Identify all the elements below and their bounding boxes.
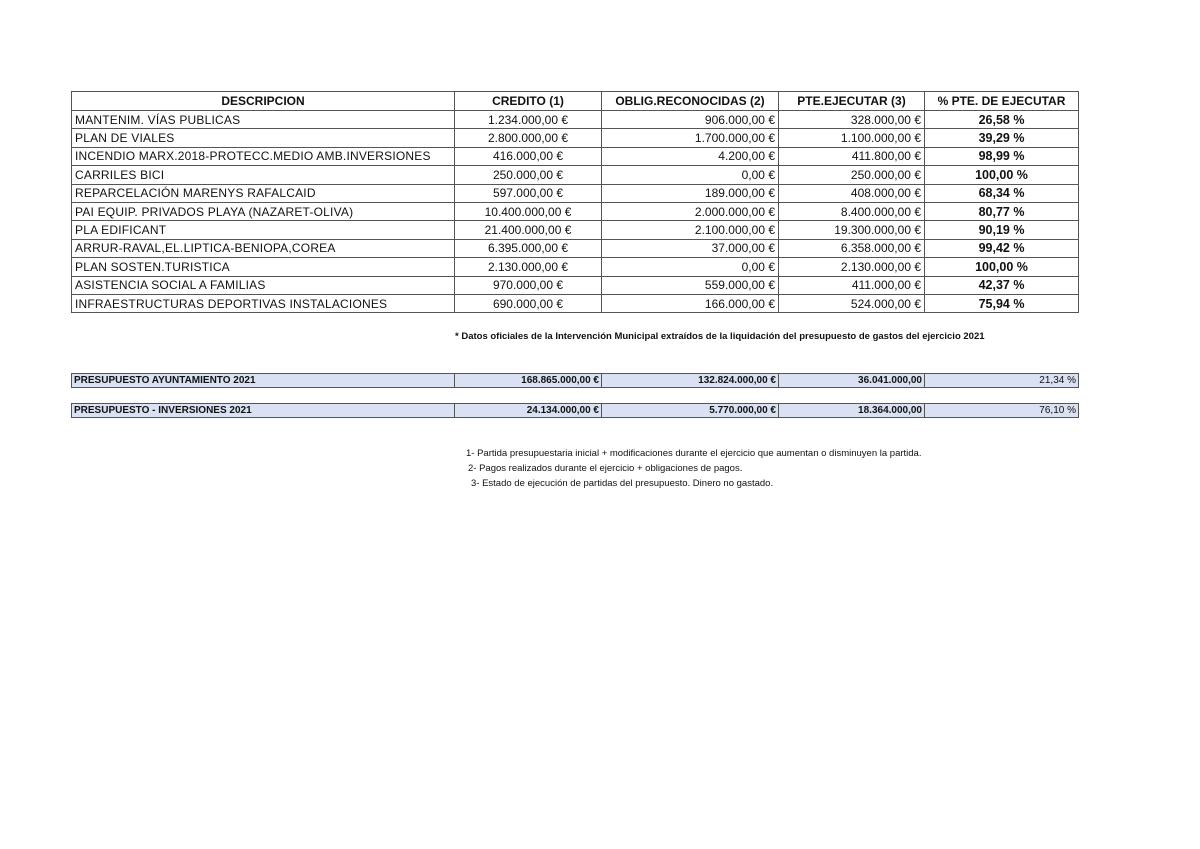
summary-pct: 21,34 %	[925, 374, 1079, 388]
table-header-row	[72, 92, 1079, 111]
budget-table	[71, 91, 1079, 313]
table-row	[72, 202, 1079, 220]
cell-pte-ejecutar: 250.000,00 €	[779, 166, 925, 184]
cell-obligaciones: 0,00 €	[602, 166, 779, 184]
table-row	[72, 111, 1079, 129]
cell-credito: 597.000,00 €	[455, 184, 602, 202]
cell-descripcion: REPARCELACIÓN MARENYS RAFALCAID	[72, 184, 455, 202]
cell-pct-pte: 100,00 %	[925, 166, 1079, 184]
cell-pte-ejecutar: 1.100.000,00 €	[779, 129, 925, 147]
table-row	[72, 166, 1079, 184]
cell-pte-ejecutar: 19.300.000,00 €	[779, 221, 925, 239]
cell-pte-ejecutar: 8.400.000,00 €	[779, 202, 925, 220]
cell-obligaciones: 559.000,00 €	[602, 276, 779, 294]
cell-descripcion: MANTENIM. VÍAS PUBLICAS	[72, 111, 455, 129]
cell-descripcion: PLAN DE VIALES	[72, 129, 455, 147]
cell-pte-ejecutar: 411.800,00 €	[779, 147, 925, 165]
cell-descripcion: CARRILES BICI	[72, 166, 455, 184]
table-row	[72, 184, 1079, 202]
table-row	[72, 258, 1079, 276]
cell-pte-ejecutar: 411.000,00 €	[779, 276, 925, 294]
cell-credito: 21.400.000,00 €	[455, 221, 602, 239]
cell-obligaciones: 37.000,00 €	[602, 239, 779, 257]
cell-pct-pte: 99,42 %	[925, 239, 1079, 257]
cell-descripcion: ASISTENCIA SOCIAL A FAMILIAS	[72, 276, 455, 294]
summary-pte-ejecutar: 18.364.000,00	[779, 404, 925, 418]
cell-obligaciones: 1.700.000,00 €	[602, 129, 779, 147]
cell-pct-pte: 100,00 %	[925, 258, 1079, 276]
cell-pct-pte: 75,94 %	[925, 294, 1079, 312]
cell-pte-ejecutar: 328.000,00 €	[779, 111, 925, 129]
cell-descripcion: ARRUR-RAVAL,EL.LIPTICA-BENIOPA,COREA	[72, 239, 455, 257]
footnote-3: 3- Estado de ejecución de partidas del presupuesto. Dinero no gastado.	[471, 478, 774, 489]
cell-credito: 1.234.000,00 €	[455, 111, 602, 129]
header-credito: CREDITO (1)	[455, 92, 602, 111]
summary-credito: 168.865.000,00 €	[455, 374, 602, 388]
summary-label: PRESUPUESTO - INVERSIONES 2021	[72, 404, 455, 418]
cell-obligaciones: 4.200,00 €	[602, 147, 779, 165]
cell-descripcion: PAI EQUIP. PRIVADOS PLAYA (NAZARET-OLIVA)	[72, 202, 455, 220]
cell-credito: 2.130.000,00 €	[455, 258, 602, 276]
table-row	[72, 221, 1079, 239]
summary-label: PRESUPUESTO AYUNTAMIENTO 2021	[72, 374, 455, 388]
cell-pct-pte: 68,34 %	[925, 184, 1079, 202]
footnote-1: 1- Partida presupuestaria inicial + modificaciones durante el ejercicio que aumentan o disminuyen la partida.	[466, 448, 922, 459]
header-obligaciones: OBLIG.RECONOCIDAS (2)	[602, 92, 779, 111]
summary-table-inversiones	[71, 403, 1079, 418]
table-row	[72, 129, 1079, 147]
summary-obligaciones: 132.824.000,00 €	[602, 374, 779, 388]
cell-descripcion: PLA EDIFICANT	[72, 221, 455, 239]
summary-table-ayuntamiento	[71, 373, 1079, 388]
cell-credito: 2.800.000,00 €	[455, 129, 602, 147]
summary-row	[72, 374, 1079, 388]
summary-obligaciones: 5.770.000,00 €	[602, 404, 779, 418]
summary-pct: 76,10 %	[925, 404, 1079, 418]
cell-credito: 10.400.000,00 €	[455, 202, 602, 220]
cell-pte-ejecutar: 408.000,00 €	[779, 184, 925, 202]
cell-obligaciones: 906.000,00 €	[602, 111, 779, 129]
table-row	[72, 276, 1079, 294]
cell-obligaciones: 2.000.000,00 €	[602, 202, 779, 220]
cell-pte-ejecutar: 524.000,00 €	[779, 294, 925, 312]
table-row	[72, 294, 1079, 312]
summary-row	[72, 404, 1079, 418]
cell-obligaciones: 0,00 €	[602, 258, 779, 276]
cell-pct-pte: 39,29 %	[925, 129, 1079, 147]
table-row	[72, 239, 1079, 257]
cell-credito: 690.000,00 €	[455, 294, 602, 312]
cell-pct-pte: 42,37 %	[925, 276, 1079, 294]
footnote-2: 2- Pagos realizados durante el ejercicio + obligaciones de pagos.	[468, 463, 743, 474]
summary-pte-ejecutar: 36.041.000,00	[779, 374, 925, 388]
cell-pte-ejecutar: 2.130.000,00 €	[779, 258, 925, 276]
table-row	[72, 147, 1079, 165]
cell-credito: 416.000,00 €	[455, 147, 602, 165]
cell-obligaciones: 189.000,00 €	[602, 184, 779, 202]
header-pct-pte: % PTE. DE EJECUTAR	[925, 92, 1079, 111]
cell-pte-ejecutar: 6.358.000,00 €	[779, 239, 925, 257]
header-descripcion: DESCRIPCION	[72, 92, 455, 111]
data-source-note: * Datos oficiales de la Intervención Municipal extraídos de la liquidación del presupuesto de gastos del ejercicio 2021	[455, 331, 985, 342]
cell-credito: 6.395.000,00 €	[455, 239, 602, 257]
cell-credito: 250.000,00 €	[455, 166, 602, 184]
cell-obligaciones: 166.000,00 €	[602, 294, 779, 312]
cell-descripcion: INCENDIO MARX.2018-PROTECC.MEDIO AMB.INVERSIONES	[72, 147, 455, 165]
summary-credito: 24.134.000,00 €	[455, 404, 602, 418]
cell-pct-pte: 90,19 %	[925, 221, 1079, 239]
cell-credito: 970.000,00 €	[455, 276, 602, 294]
cell-pct-pte: 98,99 %	[925, 147, 1079, 165]
cell-pct-pte: 80,77 %	[925, 202, 1079, 220]
cell-obligaciones: 2.100.000,00 €	[602, 221, 779, 239]
cell-descripcion: PLAN SOSTEN.TURISTICA	[72, 258, 455, 276]
cell-pct-pte: 26,58 %	[925, 111, 1079, 129]
table-body	[72, 111, 1079, 313]
header-pte-ejecutar: PTE.EJECUTAR (3)	[779, 92, 925, 111]
cell-descripcion: INFRAESTRUCTURAS DEPORTIVAS INSTALACIONES	[72, 294, 455, 312]
